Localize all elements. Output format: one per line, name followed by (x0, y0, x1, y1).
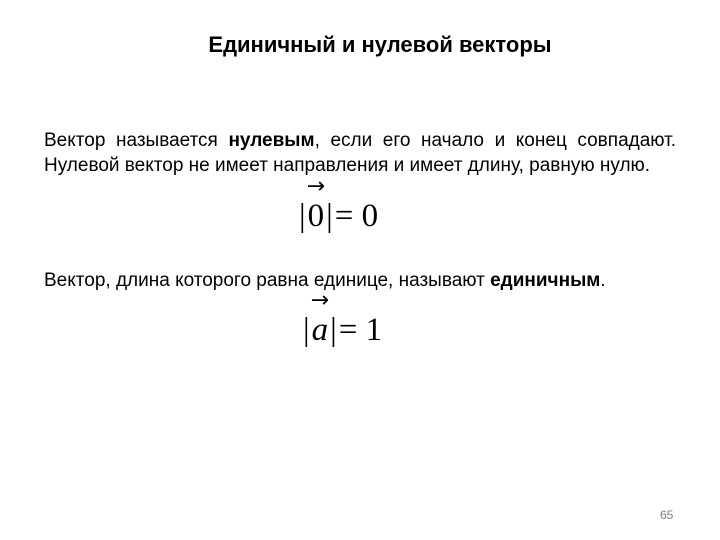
unit-vector-term: единичным (490, 270, 601, 291)
abs-bar-left: | (299, 198, 306, 234)
abs-bar-right: | (330, 312, 337, 348)
unit-length-value: 1 (365, 312, 383, 348)
unit-vector-definition (44, 268, 676, 293)
unit-vector-letter: a (311, 312, 329, 348)
zero-vector-letter: 0 (307, 198, 325, 234)
equals-sign: = (338, 312, 358, 348)
unit-vector-formula (301, 288, 383, 348)
zero-vector-definition (44, 128, 676, 178)
unit-vector-symbol (310, 288, 330, 348)
abs-bar-right: | (326, 198, 333, 234)
equals-sign: = (334, 198, 354, 234)
vector-arrow-icon: → (310, 288, 330, 313)
page-number: 65 (660, 508, 674, 522)
zero-vector-term: нулевым (228, 130, 315, 151)
unit-vector-text-before: Вектор, длина которого равна единице, называют (44, 270, 491, 291)
zero-vector-text-before: Вектор называется (44, 130, 229, 151)
zero-vector-formula (297, 174, 379, 234)
slide-title: Единичный и нулевой векторы (208, 32, 552, 57)
unit-vector-text-after: . (600, 270, 606, 291)
vector-arrow-icon: → (306, 174, 326, 199)
zero-vector-symbol (306, 174, 326, 234)
abs-bar-left: | (303, 312, 310, 348)
zero-vector-text-after: , если его начало и конец совпадают. Нулевой вектор не имеет направления и имеет длину, равную нулю. (44, 130, 676, 176)
zero-length-value: 0 (361, 198, 379, 234)
